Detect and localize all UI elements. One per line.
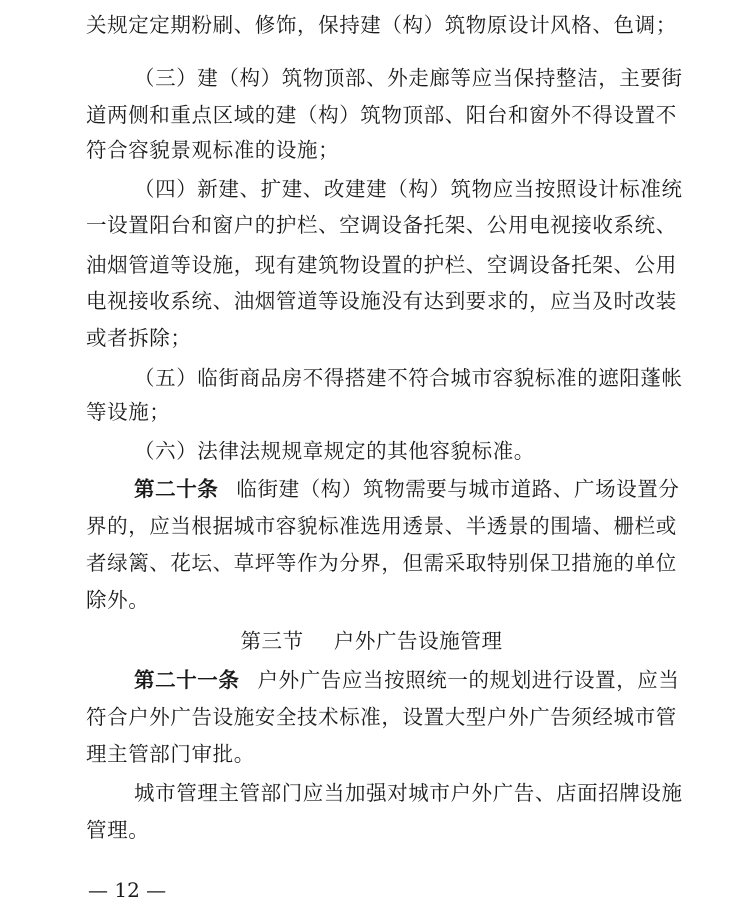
section-number: 第三节 bbox=[240, 629, 304, 653]
text-line: 界的，应当根据城市容貌标准选用透景、半透景的围墙、栅栏或 bbox=[86, 514, 677, 538]
article-21-first-line bbox=[134, 667, 686, 693]
text-line: 管理。 bbox=[86, 818, 150, 842]
section-title: 户外广告设施管理 bbox=[333, 629, 503, 653]
text-line: （五）临街商品房不得搭建不符合城市容貌标准的遮阳蓬帐 bbox=[134, 366, 683, 390]
text-line: 等设施； bbox=[86, 400, 171, 424]
text-line: （六）法律法规规章规定的其他容貌标准。 bbox=[134, 439, 535, 463]
text-line: 除外。 bbox=[86, 588, 150, 612]
article-20-label: 第二十条 bbox=[134, 477, 219, 501]
article-21-label: 第二十一条 bbox=[134, 668, 240, 692]
text-line: 道两侧和重点区域的建（构）筑物顶部、阳台和窗外不得设置不 bbox=[86, 103, 677, 127]
text-line: （四）新建、扩建、改建建（构）筑物应当按照设计标准统 bbox=[134, 177, 683, 201]
page-number: — 12 — bbox=[88, 878, 167, 902]
article-21-text: 户外广告应当按照统一的规划进行设置，应当 bbox=[257, 668, 680, 692]
text-line: 一设置阳台和窗户的护栏、空调设备托架、公用电视接收系统、 bbox=[86, 213, 677, 237]
text-line: 理主管部门审批。 bbox=[86, 742, 255, 766]
text-line: 油烟管道等设施，现有建筑物设置的护栏、空调设备托架、公用 bbox=[86, 253, 677, 277]
text-line: 者绿篱、花坛、草坪等作为分界，但需采取特别保卫措施的单位 bbox=[86, 551, 677, 575]
article-20-first-line bbox=[134, 476, 686, 502]
text-line: 关规定定期粉刷、修饰，保持建（构）筑物原设计风格、色调； bbox=[86, 13, 677, 37]
text-line: （三）建（构）筑物顶部、外走廊等应当保持整洁，主要街 bbox=[134, 66, 683, 90]
text-line: 符合户外广告设施安全技术标准，设置大型户外广告须经城市管 bbox=[86, 705, 677, 729]
text-line: 电视接收系统、油烟管道等设施没有达到要求的，应当及时改装 bbox=[86, 289, 677, 313]
text-line: 城市管理主管部门应当加强对城市户外广告、店面招牌设施 bbox=[134, 781, 683, 805]
text-line: 或者拆除； bbox=[86, 326, 192, 350]
section-heading bbox=[0, 628, 743, 654]
text-line: 符合容貌景观标准的设施； bbox=[86, 138, 340, 162]
article-20-text: 临街建（构）筑物需要与城市道路、广场设置分 bbox=[236, 477, 680, 501]
